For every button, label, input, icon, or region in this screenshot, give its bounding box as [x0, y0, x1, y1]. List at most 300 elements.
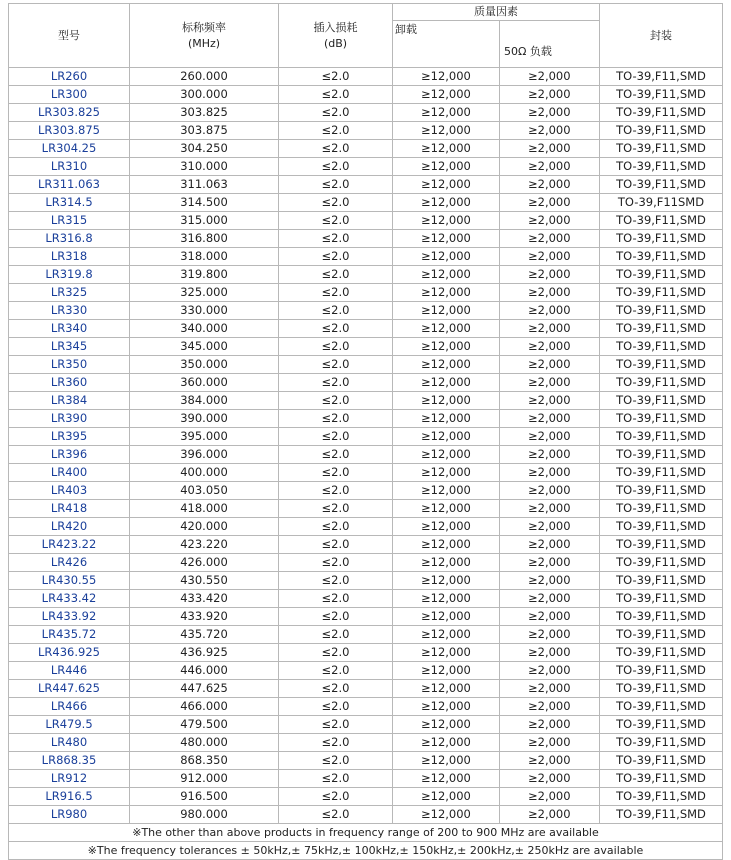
insertion-loss-cell: ≤2.0	[279, 248, 393, 266]
unloaded-q-cell: ≥12,000	[393, 752, 500, 770]
package-cell: TO-39,F11,SMD	[600, 302, 723, 320]
unloaded-q-cell: ≥12,000	[393, 428, 500, 446]
frequency-cell: 314.500	[130, 194, 279, 212]
frequency-cell: 430.550	[130, 572, 279, 590]
loaded-q-cell: ≥2,000	[500, 734, 600, 752]
loaded-q-cell: ≥2,000	[500, 644, 600, 662]
loaded-q-cell: ≥2,000	[500, 86, 600, 104]
unloaded-q-cell: ≥12,000	[393, 374, 500, 392]
unloaded-q-cell: ≥12,000	[393, 392, 500, 410]
table-row	[9, 806, 723, 824]
table-row	[9, 140, 723, 158]
package-cell: TO-39,F11,SMD	[600, 554, 723, 572]
loaded-q-cell: ≥2,000	[500, 500, 600, 518]
table-row	[9, 644, 723, 662]
loaded-q-cell: ≥2,000	[500, 194, 600, 212]
frequency-cell: 396.000	[130, 446, 279, 464]
table-row	[9, 374, 723, 392]
unloaded-q-cell: ≥12,000	[393, 482, 500, 500]
table-row	[9, 464, 723, 482]
frequency-cell: 303.825	[130, 104, 279, 122]
unloaded-q-cell: ≥12,000	[393, 698, 500, 716]
frequency-cell: 300.000	[130, 86, 279, 104]
table-row	[9, 662, 723, 680]
unloaded-q-cell: ≥12,000	[393, 626, 500, 644]
frequency-cell: 319.800	[130, 266, 279, 284]
model-cell: LR868.35	[9, 752, 130, 770]
unloaded-q-cell: ≥12,000	[393, 788, 500, 806]
loaded-q-cell: ≥2,000	[500, 536, 600, 554]
loaded-q-cell: ≥2,000	[500, 356, 600, 374]
unloaded-q-cell: ≥12,000	[393, 104, 500, 122]
model-cell: LR360	[9, 374, 130, 392]
table-row	[9, 446, 723, 464]
table-row	[9, 86, 723, 104]
table-row	[9, 590, 723, 608]
model-cell: LR315	[9, 212, 130, 230]
package-cell: TO-39,F11,SMD	[600, 320, 723, 338]
package-cell: TO-39,F11,SMD	[600, 788, 723, 806]
package-cell: TO-39,F11,SMD	[600, 392, 723, 410]
model-cell: LR260	[9, 68, 130, 86]
insertion-loss-cell: ≤2.0	[279, 464, 393, 482]
loaded-q-cell: ≥2,000	[500, 716, 600, 734]
insertion-loss-cell: ≤2.0	[279, 158, 393, 176]
frequency-cell: 447.625	[130, 680, 279, 698]
model-cell: LR433.42	[9, 590, 130, 608]
insertion-loss-cell: ≤2.0	[279, 716, 393, 734]
loaded-q-cell: ≥2,000	[500, 140, 600, 158]
model-cell: LR350	[9, 356, 130, 374]
table-row	[9, 122, 723, 140]
frequency-cell: 330.000	[130, 302, 279, 320]
loaded-q-cell: ≥2,000	[500, 464, 600, 482]
table-row	[9, 266, 723, 284]
table-row	[9, 284, 723, 302]
unloaded-q-cell: ≥12,000	[393, 302, 500, 320]
unloaded-q-cell: ≥12,000	[393, 194, 500, 212]
unloaded-q-cell: ≥12,000	[393, 338, 500, 356]
insertion-loss-cell: ≤2.0	[279, 446, 393, 464]
insertion-loss-cell: ≤2.0	[279, 680, 393, 698]
unloaded-q-cell: ≥12,000	[393, 266, 500, 284]
insertion-loss-cell: ≤2.0	[279, 482, 393, 500]
table-row	[9, 482, 723, 500]
frequency-cell: 310.000	[130, 158, 279, 176]
frequency-cell: 350.000	[130, 356, 279, 374]
frequency-cell: 318.000	[130, 248, 279, 266]
package-cell: TO-39,F11,SMD	[600, 410, 723, 428]
model-cell: LR403	[9, 482, 130, 500]
table-row	[9, 536, 723, 554]
package-cell: TO-39,F11,SMD	[600, 212, 723, 230]
model-cell: LR390	[9, 410, 130, 428]
table-row	[9, 788, 723, 806]
frequency-cell: 395.000	[130, 428, 279, 446]
frequency-cell: 466.000	[130, 698, 279, 716]
insertion-loss-cell: ≤2.0	[279, 806, 393, 824]
loaded-q-cell: ≥2,000	[500, 392, 600, 410]
insertion-loss-cell: ≤2.0	[279, 518, 393, 536]
package-cell: TO-39,F11,SMD	[600, 266, 723, 284]
unloaded-q-cell: ≥12,000	[393, 140, 500, 158]
loaded-q-cell: ≥2,000	[500, 752, 600, 770]
insertion-loss-cell: ≤2.0	[279, 752, 393, 770]
table-row	[9, 500, 723, 518]
package-cell: TO-39,F11SMD	[600, 194, 723, 212]
model-cell: LR345	[9, 338, 130, 356]
table-row	[9, 104, 723, 122]
package-cell: TO-39,F11,SMD	[600, 500, 723, 518]
table-row	[9, 410, 723, 428]
loaded-q-cell: ≥2,000	[500, 320, 600, 338]
table-row	[9, 194, 723, 212]
frequency-cell: 868.350	[130, 752, 279, 770]
header-insertion-loss	[279, 4, 393, 68]
table-row	[9, 356, 723, 374]
table-row	[9, 626, 723, 644]
loaded-q-cell: ≥2,000	[500, 572, 600, 590]
model-cell: LR316.8	[9, 230, 130, 248]
table-row	[9, 680, 723, 698]
insertion-loss-cell: ≤2.0	[279, 428, 393, 446]
unloaded-q-cell: ≥12,000	[393, 608, 500, 626]
insertion-loss-cell: ≤2.0	[279, 302, 393, 320]
loaded-q-cell: ≥2,000	[500, 122, 600, 140]
frequency-cell: 480.000	[130, 734, 279, 752]
insertion-loss-cell: ≤2.0	[279, 572, 393, 590]
package-cell: TO-39,F11,SMD	[600, 536, 723, 554]
insertion-loss-cell: ≤2.0	[279, 770, 393, 788]
frequency-cell: 916.500	[130, 788, 279, 806]
insertion-loss-cell: ≤2.0	[279, 194, 393, 212]
unloaded-q-cell: ≥12,000	[393, 230, 500, 248]
header-package: 封装	[600, 4, 723, 68]
table-row	[9, 68, 723, 86]
loaded-q-cell: ≥2,000	[500, 446, 600, 464]
table-notes	[9, 824, 723, 860]
model-cell: LR916.5	[9, 788, 130, 806]
package-cell: TO-39,F11,SMD	[600, 608, 723, 626]
model-cell: LR340	[9, 320, 130, 338]
model-cell: LR430.55	[9, 572, 130, 590]
loaded-q-cell: ≥2,000	[500, 806, 600, 824]
insertion-loss-cell: ≤2.0	[279, 356, 393, 374]
unloaded-q-cell: ≥12,000	[393, 122, 500, 140]
header-frequency-label: 标称频率	[182, 20, 226, 34]
package-cell: TO-39,F11,SMD	[600, 644, 723, 662]
unloaded-q-cell: ≥12,000	[393, 212, 500, 230]
frequency-cell: 311.063	[130, 176, 279, 194]
loaded-q-cell: ≥2,000	[500, 284, 600, 302]
insertion-loss-cell: ≤2.0	[279, 644, 393, 662]
frequency-cell: 315.000	[130, 212, 279, 230]
frequency-cell: 340.000	[130, 320, 279, 338]
loaded-q-cell: ≥2,000	[500, 158, 600, 176]
model-cell: LR304.25	[9, 140, 130, 158]
table-row	[9, 248, 723, 266]
insertion-loss-cell: ≤2.0	[279, 266, 393, 284]
unloaded-q-cell: ≥12,000	[393, 320, 500, 338]
frequency-cell: 446.000	[130, 662, 279, 680]
unloaded-q-cell: ≥12,000	[393, 284, 500, 302]
insertion-loss-cell: ≤2.0	[279, 140, 393, 158]
model-cell: LR395	[9, 428, 130, 446]
loaded-q-cell: ≥2,000	[500, 176, 600, 194]
package-cell: TO-39,F11,SMD	[600, 158, 723, 176]
package-cell: TO-39,F11,SMD	[600, 374, 723, 392]
model-cell: LR418	[9, 500, 130, 518]
model-cell: LR423.22	[9, 536, 130, 554]
model-cell: LR480	[9, 734, 130, 752]
table-body	[9, 68, 723, 824]
header-model: 型号	[9, 4, 130, 68]
unloaded-q-cell: ≥12,000	[393, 176, 500, 194]
frequency-cell: 384.000	[130, 392, 279, 410]
insertion-loss-cell: ≤2.0	[279, 338, 393, 356]
header-quality-factor: 质量因素	[393, 4, 600, 21]
model-cell: LR912	[9, 770, 130, 788]
insertion-loss-cell: ≤2.0	[279, 212, 393, 230]
package-cell: TO-39,F11,SMD	[600, 176, 723, 194]
package-cell: TO-39,F11,SMD	[600, 68, 723, 86]
model-cell: LR400	[9, 464, 130, 482]
frequency-cell: 303.875	[130, 122, 279, 140]
unloaded-q-cell: ≥12,000	[393, 68, 500, 86]
loaded-q-cell: ≥2,000	[500, 770, 600, 788]
model-cell: LR310	[9, 158, 130, 176]
package-cell: TO-39,F11,SMD	[600, 806, 723, 824]
unloaded-q-cell: ≥12,000	[393, 518, 500, 536]
loaded-q-cell: ≥2,000	[500, 428, 600, 446]
package-cell: TO-39,F11,SMD	[600, 284, 723, 302]
frequency-cell: 479.500	[130, 716, 279, 734]
package-cell: TO-39,F11,SMD	[600, 140, 723, 158]
unloaded-q-cell: ≥12,000	[393, 644, 500, 662]
package-cell: TO-39,F11,SMD	[600, 428, 723, 446]
table-row	[9, 302, 723, 320]
insertion-loss-cell: ≤2.0	[279, 788, 393, 806]
table-row	[9, 518, 723, 536]
loaded-q-cell: ≥2,000	[500, 662, 600, 680]
package-cell: TO-39,F11,SMD	[600, 464, 723, 482]
frequency-cell: 304.250	[130, 140, 279, 158]
table-row	[9, 752, 723, 770]
table-row	[9, 770, 723, 788]
table-row	[9, 572, 723, 590]
frequency-cell: 400.000	[130, 464, 279, 482]
model-cell: LR300	[9, 86, 130, 104]
package-cell: TO-39,F11,SMD	[600, 518, 723, 536]
insertion-loss-cell: ≤2.0	[279, 410, 393, 428]
table-row	[9, 320, 723, 338]
model-cell: LR433.92	[9, 608, 130, 626]
package-cell: TO-39,F11,SMD	[600, 698, 723, 716]
insertion-loss-cell: ≤2.0	[279, 662, 393, 680]
model-cell: LR426	[9, 554, 130, 572]
frequency-cell: 912.000	[130, 770, 279, 788]
model-cell: LR447.625	[9, 680, 130, 698]
insertion-loss-cell: ≤2.0	[279, 698, 393, 716]
insertion-loss-cell: ≤2.0	[279, 176, 393, 194]
unloaded-q-cell: ≥12,000	[393, 158, 500, 176]
insertion-loss-cell: ≤2.0	[279, 284, 393, 302]
unloaded-q-cell: ≥12,000	[393, 86, 500, 104]
frequency-cell: 420.000	[130, 518, 279, 536]
unloaded-q-cell: ≥12,000	[393, 356, 500, 374]
package-cell: TO-39,F11,SMD	[600, 626, 723, 644]
package-cell: TO-39,F11,SMD	[600, 122, 723, 140]
model-cell: LR303.825	[9, 104, 130, 122]
loaded-q-cell: ≥2,000	[500, 302, 600, 320]
model-cell: LR384	[9, 392, 130, 410]
unloaded-q-cell: ≥12,000	[393, 734, 500, 752]
insertion-loss-cell: ≤2.0	[279, 608, 393, 626]
table-row	[9, 392, 723, 410]
frequency-cell: 435.720	[130, 626, 279, 644]
loaded-q-cell: ≥2,000	[500, 554, 600, 572]
note-frequency-range: ※The other than above products in frequency range of 200 to 900 MHz are available	[9, 824, 723, 842]
model-cell: LR980	[9, 806, 130, 824]
model-cell: LR311.063	[9, 176, 130, 194]
frequency-cell: 436.925	[130, 644, 279, 662]
frequency-cell: 426.000	[130, 554, 279, 572]
table-row	[9, 338, 723, 356]
unloaded-q-cell: ≥12,000	[393, 662, 500, 680]
unloaded-q-cell: ≥12,000	[393, 806, 500, 824]
model-cell: LR466	[9, 698, 130, 716]
table-row	[9, 716, 723, 734]
model-cell: LR319.8	[9, 266, 130, 284]
frequency-cell: 325.000	[130, 284, 279, 302]
loaded-q-cell: ≥2,000	[500, 788, 600, 806]
insertion-loss-cell: ≤2.0	[279, 392, 393, 410]
table-row	[9, 158, 723, 176]
frequency-cell: 423.220	[130, 536, 279, 554]
insertion-loss-cell: ≤2.0	[279, 626, 393, 644]
unloaded-q-cell: ≥12,000	[393, 590, 500, 608]
model-cell: LR436.925	[9, 644, 130, 662]
table-row	[9, 698, 723, 716]
model-cell: LR318	[9, 248, 130, 266]
insertion-loss-cell: ≤2.0	[279, 68, 393, 86]
loaded-q-cell: ≥2,000	[500, 104, 600, 122]
loaded-q-cell: ≥2,000	[500, 212, 600, 230]
model-cell: LR325	[9, 284, 130, 302]
loaded-q-cell: ≥2,000	[500, 338, 600, 356]
loaded-q-cell: ≥2,000	[500, 590, 600, 608]
model-cell: LR479.5	[9, 716, 130, 734]
loaded-q-cell: ≥2,000	[500, 410, 600, 428]
unloaded-q-cell: ≥12,000	[393, 500, 500, 518]
package-cell: TO-39,F11,SMD	[600, 590, 723, 608]
loaded-q-cell: ≥2,000	[500, 608, 600, 626]
insertion-loss-cell: ≤2.0	[279, 734, 393, 752]
frequency-cell: 403.050	[130, 482, 279, 500]
insertion-loss-cell: ≤2.0	[279, 554, 393, 572]
model-cell: LR396	[9, 446, 130, 464]
frequency-cell: 433.420	[130, 590, 279, 608]
loaded-q-cell: ≥2,000	[500, 248, 600, 266]
package-cell: TO-39,F11,SMD	[600, 230, 723, 248]
loaded-q-cell: ≥2,000	[500, 518, 600, 536]
insertion-loss-cell: ≤2.0	[279, 122, 393, 140]
frequency-cell: 260.000	[130, 68, 279, 86]
insertion-loss-cell: ≤2.0	[279, 536, 393, 554]
frequency-cell: 433.920	[130, 608, 279, 626]
unloaded-q-cell: ≥12,000	[393, 410, 500, 428]
resonator-spec-table	[8, 3, 723, 860]
package-cell: TO-39,F11,SMD	[600, 104, 723, 122]
package-cell: TO-39,F11,SMD	[600, 734, 723, 752]
package-cell: TO-39,F11,SMD	[600, 86, 723, 104]
insertion-loss-cell: ≤2.0	[279, 320, 393, 338]
loaded-q-cell: ≥2,000	[500, 626, 600, 644]
loaded-q-cell: ≥2,000	[500, 698, 600, 716]
header-insertion-loss-unit: (dB)	[323, 36, 348, 50]
table-row	[9, 176, 723, 194]
header-loaded: 50Ω 负载	[500, 21, 600, 68]
package-cell: TO-39,F11,SMD	[600, 770, 723, 788]
package-cell: TO-39,F11,SMD	[600, 572, 723, 590]
package-cell: TO-39,F11,SMD	[600, 338, 723, 356]
model-cell: LR303.875	[9, 122, 130, 140]
model-cell: LR420	[9, 518, 130, 536]
loaded-q-cell: ≥2,000	[500, 266, 600, 284]
package-cell: TO-39,F11,SMD	[600, 662, 723, 680]
table-header	[9, 4, 723, 68]
unloaded-q-cell: ≥12,000	[393, 680, 500, 698]
loaded-q-cell: ≥2,000	[500, 482, 600, 500]
frequency-cell: 345.000	[130, 338, 279, 356]
unloaded-q-cell: ≥12,000	[393, 248, 500, 266]
package-cell: TO-39,F11,SMD	[600, 482, 723, 500]
package-cell: TO-39,F11,SMD	[600, 356, 723, 374]
table-row	[9, 554, 723, 572]
unloaded-q-cell: ≥12,000	[393, 464, 500, 482]
frequency-cell: 316.800	[130, 230, 279, 248]
header-insertion-loss-label: 插入损耗	[313, 20, 358, 34]
header-unloaded: 卸载	[393, 21, 500, 68]
loaded-q-cell: ≥2,000	[500, 230, 600, 248]
insertion-loss-cell: ≤2.0	[279, 104, 393, 122]
table-row	[9, 608, 723, 626]
model-cell: LR435.72	[9, 626, 130, 644]
insertion-loss-cell: ≤2.0	[279, 86, 393, 104]
loaded-q-cell: ≥2,000	[500, 68, 600, 86]
unloaded-q-cell: ≥12,000	[393, 554, 500, 572]
header-frequency-unit: (MHz)	[187, 36, 221, 50]
unloaded-q-cell: ≥12,000	[393, 572, 500, 590]
package-cell: TO-39,F11,SMD	[600, 716, 723, 734]
unloaded-q-cell: ≥12,000	[393, 770, 500, 788]
model-cell: LR314.5	[9, 194, 130, 212]
package-cell: TO-39,F11,SMD	[600, 752, 723, 770]
insertion-loss-cell: ≤2.0	[279, 374, 393, 392]
package-cell: TO-39,F11,SMD	[600, 680, 723, 698]
table-row	[9, 212, 723, 230]
table-row	[9, 734, 723, 752]
package-cell: TO-39,F11,SMD	[600, 248, 723, 266]
frequency-cell: 980.000	[130, 806, 279, 824]
unloaded-q-cell: ≥12,000	[393, 446, 500, 464]
model-cell: LR330	[9, 302, 130, 320]
header-frequency	[130, 4, 279, 68]
insertion-loss-cell: ≤2.0	[279, 230, 393, 248]
frequency-cell: 418.000	[130, 500, 279, 518]
table-row	[9, 230, 723, 248]
loaded-q-cell: ≥2,000	[500, 680, 600, 698]
